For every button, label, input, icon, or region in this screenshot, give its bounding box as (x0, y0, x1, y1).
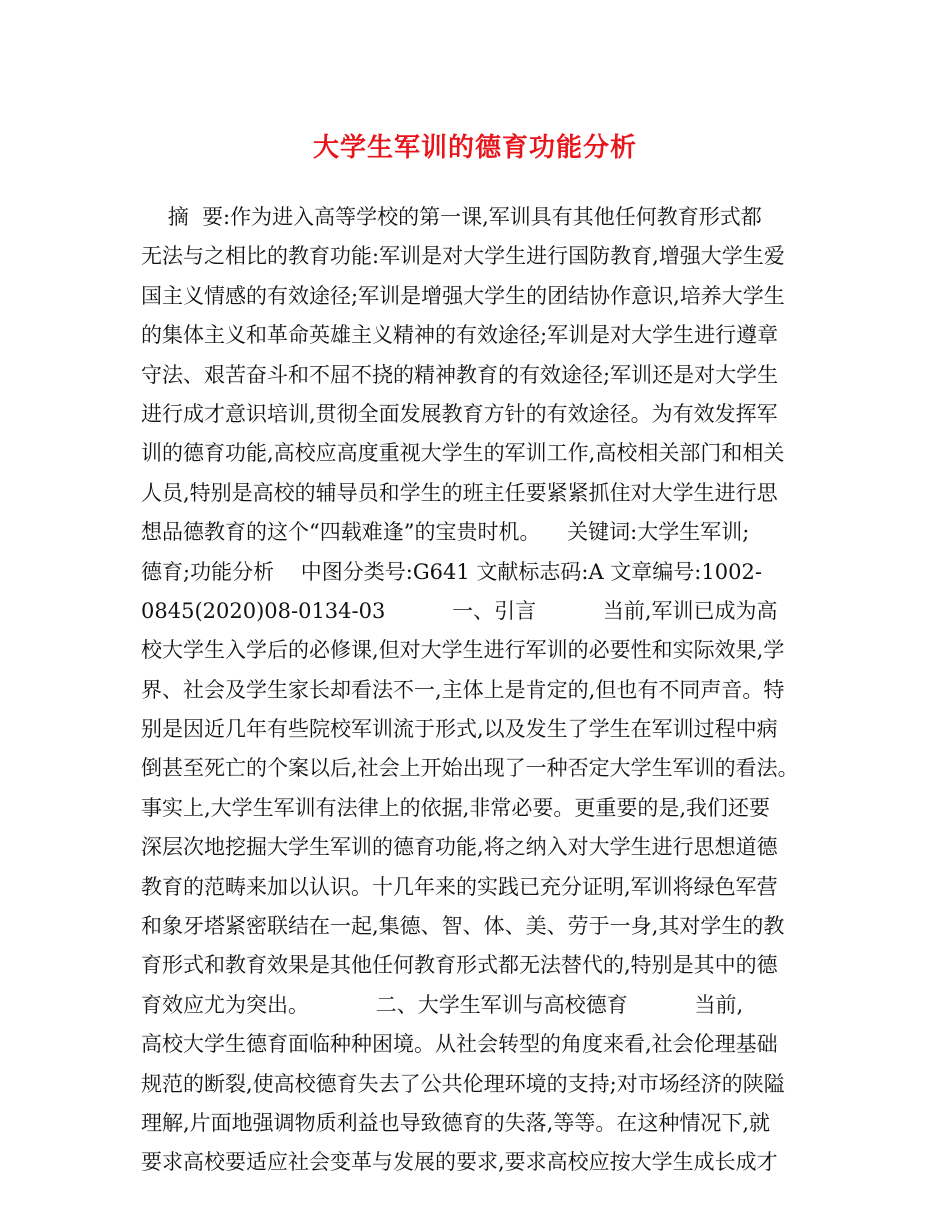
body-line: 要求高校要适应社会变革与发展的要求,要求高校应按大学生成长成才 (141, 1150, 778, 1175)
body-line: 倒甚至死亡的个案以后,社会上开始出现了一种否定大学生军训的看法。 (141, 756, 799, 781)
body-line: 无法与之相比的教育功能:军训是对大学生进行国防教育,增强大学生爱 (141, 244, 785, 269)
body-line: 高校大学生德育面临种种困境。从社会转型的角度来看,社会伦理基础 (141, 1032, 778, 1057)
body-line: 人员,特别是高校的辅导员和学生的班主任要紧紧抓住对大学生进行思 (141, 480, 778, 505)
body-line: 事实上,大学生军训有法律上的依据,非常必要。更重要的是,我们还要 (141, 795, 771, 820)
body-line: 和象牙塔紧密联结在一起,集德、智、体、美、劳于一身,其对学生的教 (141, 914, 785, 939)
body-line: 摘 要:作为进入高等学校的第一课,军训具有其他任何教育形式都 (141, 205, 762, 229)
body-line: 育形式和教育效果是其他任何教育形式都无法替代的,特别是其中的德 (141, 953, 778, 978)
body-line: 0845(2020)08-0134-03 一、引言 当前,军训已成为高 (141, 598, 778, 623)
body-line: 德育;功能分析 中图分类号:G641 文献标志码:A 文章编号:1002- (141, 559, 762, 584)
body-line: 的集体主义和革命英雄主义精神的有效途径;军训是对大学生进行遵章 (141, 323, 779, 348)
document-body (141, 198, 821, 1183)
body-line: 教育的范畴来加以认识。十几年来的实践已充分证明,军训将绿色军营 (141, 874, 778, 899)
body-line: 界、社会及学生家长却看法不一,主体上是肯定的,但也有不同声音。特 (141, 677, 785, 702)
body-line: 规范的断裂,使高校德育失去了公共伦理环境的支持;对市场经济的陕隘 (141, 1071, 785, 1096)
body-line: 别是因近几年有些院校军训流于形式,以及发生了学生在军训过程中病 (141, 717, 778, 742)
body-line: 想品德教育的这个“四载难逢”的宝贵时机。 关键词:大学生军训; (141, 520, 750, 545)
document-title: 大学生军训的德育功能分析 (312, 133, 637, 163)
body-line: 校大学生入学后的必修课,但对大学生进行军训的必要性和实际效果,学 (141, 638, 785, 663)
body-line: 守法、艰苦奋斗和不屈不挠的精神教育的有效途径;军训还是对大学生 (141, 362, 779, 387)
body-line: 深层次地挖掘大学生军训的德育功能,将之纳入对大学生进行思想道德 (141, 835, 778, 860)
body-line: 国主义情感的有效途径;军训是增强大学生的团结协作意识,培养大学生 (141, 283, 785, 308)
body-line: 训的德育功能,高校应高度重视大学生的军训工作,高校相关部门和相关 (141, 441, 785, 466)
body-line: 进行成才意识培训,贯彻全面发展教育方针的有效途径。为有效发挥军 (141, 401, 778, 426)
body-line: 育效应尤为突出。 二、大学生军训与高校德育 当前, (141, 992, 744, 1017)
body-line: 理解,片面地强调物质利益也导致德育的失落,等等。在这种情况下,就 (141, 1110, 771, 1135)
